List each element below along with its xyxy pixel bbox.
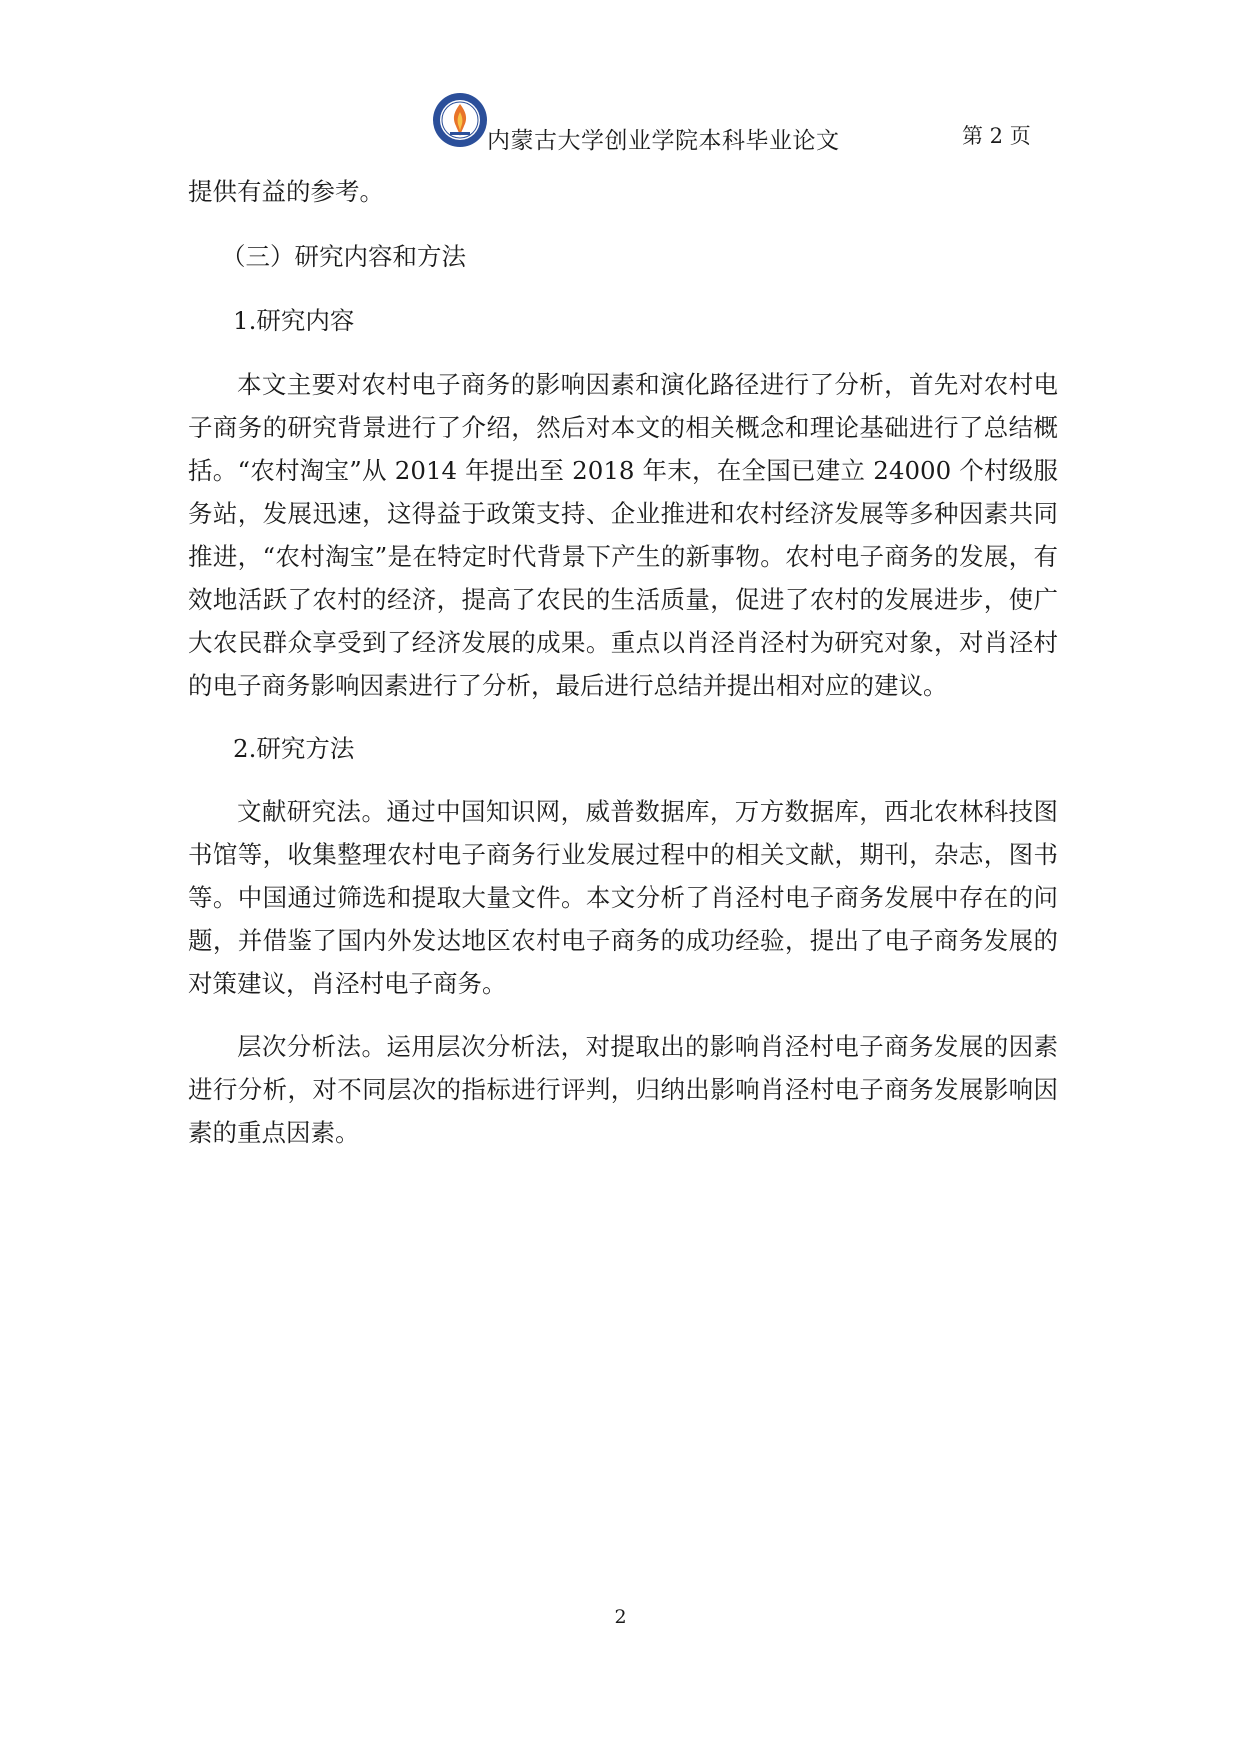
literature-method-paragraph: 文献研究法。通过中国知识网，威普数据库，万方数据库，西北农林科技图书馆等，收集整理农村电子商务行业发展过程中的相关文献，期刊，杂志，图书等。中国通过筛选和提取大量文件。本文分析了肖泾村电子商务发展中存在的问题，并借鉴了国内外发达地区农村电子商务的成功经验，提出了电子商务发展的对策建议，肖泾村电子商务。 bbox=[188, 797, 1058, 998]
header-page-label: 第 2 页 bbox=[962, 124, 1031, 148]
page-header bbox=[0, 0, 1241, 160]
section-heading: （三）研究内容和方法 bbox=[221, 242, 466, 271]
ahp-method-paragraph: 层次分析法。运用层次分析法，对提取出的影响肖泾村电子商务发展的因素进行分析，对不同层次的指标进行评判，归纳出影响肖泾村电子商务发展影响因素的重点因素。 bbox=[188, 1032, 1058, 1147]
research-content-paragraph: 本文主要对农村电子商务的影响因素和演化路径进行了分析，首先对农村电子商务的研究背景进行了介绍，然后对本文的相关概念和理论基础进行了总结概括。“农村淘宝”从 2014 年提出至 2018 年末，在全国已建立 24000 个村级服务站，发展迅速，这得益于政策支持、企业推进和农村经济发展等多种因素共同推进，“农村淘宝”是在特定时代背景下产生的新事物。农村电子商务的发展，有效地活跃了农村的经济，提高了农民的生活质量，促进了农村的发展进步，使广大农民群众享受到了经济发展的成果。重点以肖泾肖泾村为研究对象，对肖泾村的电子商务影响因素进行了分析，最后进行总结并提出相对应的建议。 bbox=[188, 370, 1058, 700]
subsection-heading-content: 1.研究内容 bbox=[233, 306, 355, 335]
university-seal-icon bbox=[432, 92, 488, 148]
header-title: 内蒙古大学创业学院本科毕业论文 bbox=[487, 128, 840, 154]
subsection-heading-methods: 2.研究方法 bbox=[233, 734, 355, 763]
page-number: 2 bbox=[614, 1606, 627, 1628]
document-body bbox=[188, 170, 1058, 1154]
continuation-text: 提供有益的参考。 bbox=[188, 177, 384, 206]
